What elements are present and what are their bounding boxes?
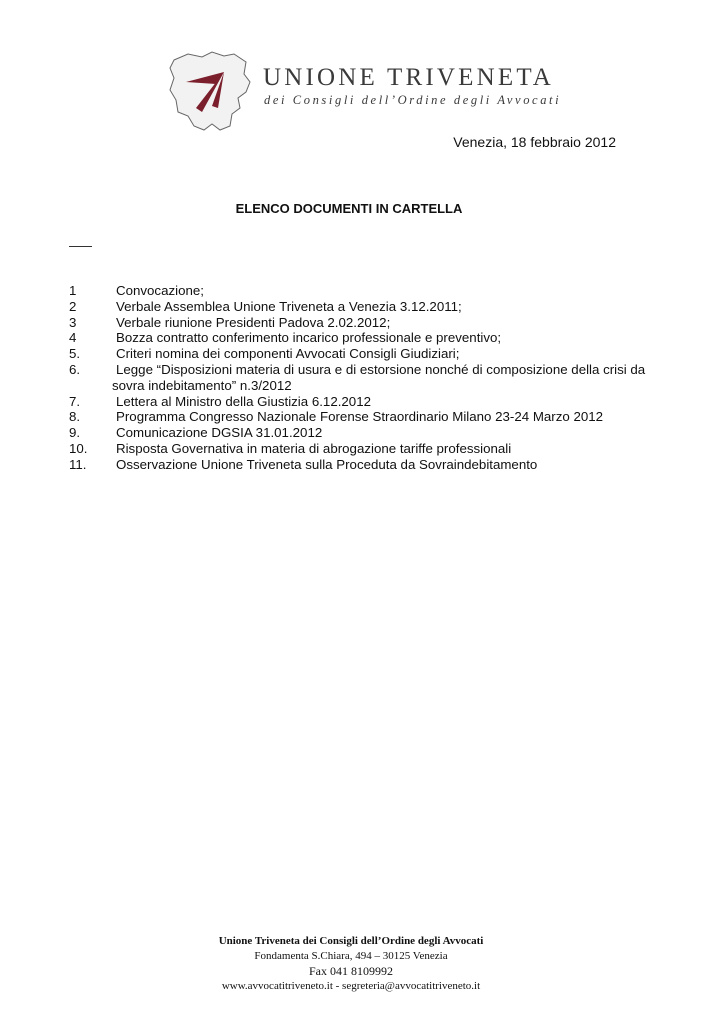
document-list <box>69 283 669 473</box>
footer-address: Fondamenta S.Chiara, 494 – 30125 Venezia <box>254 950 448 962</box>
item-number: 1 <box>69 283 77 298</box>
footer-web-email: www.avvocatitriveneto.it - segreteria@avvocatitriveneto.it <box>221 980 481 992</box>
list-item <box>69 283 669 299</box>
item-number: 10. <box>69 440 88 456</box>
item-number: 8. <box>69 409 81 425</box>
list-item <box>69 362 669 394</box>
footer-fax: Fax 041 8109992 <box>309 964 393 978</box>
item-number: 9. <box>69 425 81 441</box>
item-number: 4 <box>69 330 77 346</box>
item-number: 11. <box>69 456 87 472</box>
item-text: Osservazione Unione Triveneta sulla Proceduta da Sovraindebitamento <box>116 456 538 472</box>
item-text: Bozza contratto conferimento incarico professionale e preventivo; <box>116 330 502 346</box>
triveneto-map-icon <box>166 48 256 138</box>
list-item <box>69 299 669 315</box>
list-item <box>69 457 669 473</box>
item-text: Criteri nomina dei componenti Avvocati Consigli Giudiziari; <box>116 346 460 362</box>
item-text-continuation: sovra indebitamento” n.3/2012 <box>112 377 292 393</box>
logo-subtitle: dei Consigli dell’Ordine degli Avvocati <box>264 93 562 107</box>
list-item <box>69 394 669 410</box>
list-item <box>69 441 669 457</box>
logo-title: UNIONE TRIVENETA <box>263 64 555 91</box>
list-item <box>69 330 669 346</box>
date-line: Venezia, 18 febbraio 2012 <box>453 134 616 150</box>
item-number: 5. <box>69 346 81 362</box>
item-text: Programma Congresso Nazionale Forense Straordinario Milano 23-24 Marzo 2012 <box>116 409 604 425</box>
item-text: Legge “Disposizioni materia di usura e di estorsione nonché di composizione della crisi da <box>116 361 646 377</box>
item-text: Verbale riunione Presidenti Padova 2.02.2012; <box>116 314 391 330</box>
document-heading: ELENCO DOCUMENTI IN CARTELLA <box>235 201 463 216</box>
item-number: 7. <box>69 393 81 409</box>
letterhead-logo <box>166 48 566 138</box>
item-number: 6. <box>69 361 81 377</box>
letterhead-footer <box>0 934 702 993</box>
footer-organization: Unione Triveneta dei Consigli dell’Ordine degli Avvocati <box>218 935 484 947</box>
item-number: 2 <box>69 298 77 314</box>
item-number: 3 <box>69 314 77 330</box>
item-text: Risposta Governativa in materia di abrogazione tariffe professionali <box>116 440 512 456</box>
list-item <box>69 425 669 441</box>
item-text: Convocazione; <box>116 283 204 298</box>
item-text: Comunicazione DGSIA 31.01.2012 <box>116 425 323 441</box>
list-item <box>69 346 669 362</box>
list-item <box>69 315 669 331</box>
item-text: Verbale Assemblea Unione Triveneta a Venezia 3.12.2011; <box>116 298 462 314</box>
divider <box>69 246 92 247</box>
list-item <box>69 409 669 425</box>
item-text: Lettera al Ministro della Giustizia 6.12.2012 <box>116 393 371 409</box>
